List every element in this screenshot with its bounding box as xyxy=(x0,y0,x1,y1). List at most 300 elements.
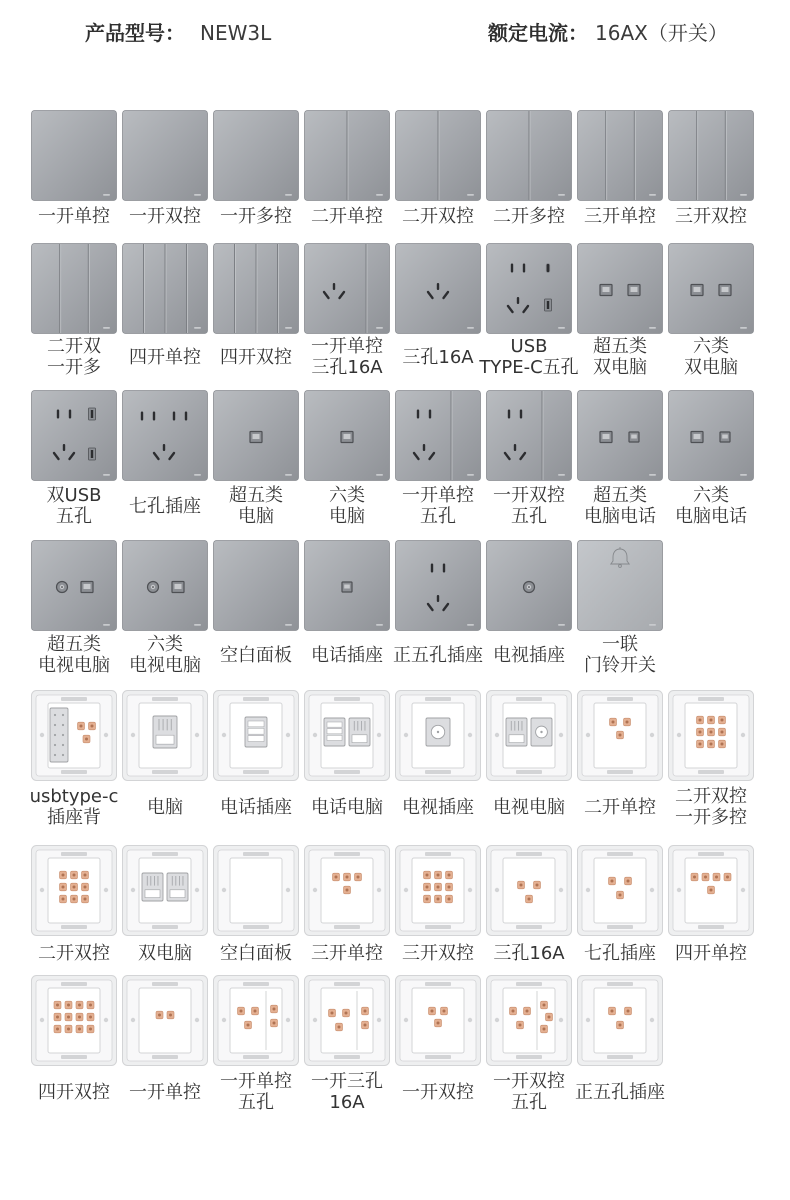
mount-clip xyxy=(243,852,269,856)
port-contacts xyxy=(344,434,351,439)
product-item xyxy=(122,110,208,250)
wire-terminal xyxy=(245,1021,252,1029)
terminal-screw xyxy=(612,721,615,724)
caption-line: 三开双控 xyxy=(402,942,474,964)
product-item xyxy=(395,845,481,985)
terminal-screw xyxy=(73,886,76,889)
wire-terminal xyxy=(435,883,442,891)
rj45-dual-graphic xyxy=(578,244,663,334)
connector-pin-row xyxy=(327,722,342,727)
port-contacts xyxy=(722,435,728,439)
terminal-screw xyxy=(67,1004,70,1007)
mount-clip xyxy=(516,925,542,929)
terminal-screw xyxy=(247,1024,250,1027)
mount-clip xyxy=(516,1055,542,1059)
back-switch1-socket3-graphic xyxy=(305,976,390,1066)
brand-mark xyxy=(467,194,474,196)
rj45-dual-graphic xyxy=(669,244,754,334)
product-item xyxy=(213,390,299,530)
product-item xyxy=(304,390,390,530)
wire-terminal xyxy=(333,873,340,881)
product-item xyxy=(577,845,663,985)
terminal-screw xyxy=(89,1004,92,1007)
screw-hole xyxy=(40,733,44,737)
screw-hole xyxy=(741,888,745,892)
wire-terminal xyxy=(424,883,431,891)
caption-line: 一开单控 xyxy=(311,336,383,357)
product-image xyxy=(577,690,663,781)
wire-terminal xyxy=(625,1007,632,1015)
product-image xyxy=(486,390,572,481)
caption-line: 四开双控 xyxy=(38,1081,110,1103)
mount-clip xyxy=(516,697,542,701)
terminal-screw xyxy=(543,1028,546,1031)
wire-terminal xyxy=(691,873,698,881)
terminal-screw xyxy=(89,1016,92,1019)
terminal-screw xyxy=(699,719,702,722)
catalog-row xyxy=(31,540,761,680)
caption-line: 双电脑 xyxy=(138,942,192,964)
port-contacts xyxy=(694,287,701,292)
tv-single-graphic xyxy=(487,541,572,631)
product-item xyxy=(577,390,663,530)
product-caption xyxy=(565,1070,675,1114)
wire-terminal xyxy=(82,883,89,891)
wire-terminal xyxy=(719,728,726,736)
pin-slot xyxy=(417,410,419,419)
panel-face xyxy=(305,244,390,334)
screw-hole xyxy=(404,733,408,737)
product-item xyxy=(486,690,572,830)
panel-face xyxy=(32,391,117,481)
rj11-port xyxy=(342,582,352,592)
terminal-screw xyxy=(448,874,451,877)
terminal-screw xyxy=(78,1016,81,1019)
usb-c-port xyxy=(546,264,550,273)
brand-mark xyxy=(740,194,747,196)
earth-slot xyxy=(437,595,439,602)
back-phone-graphic xyxy=(214,691,299,781)
caption-line: 三开单控 xyxy=(311,942,383,964)
wire-terminal xyxy=(708,886,715,894)
product-image xyxy=(668,690,754,781)
earth-slot xyxy=(163,444,165,451)
rj45-port xyxy=(341,432,353,443)
product-item xyxy=(304,690,390,830)
product-item xyxy=(668,845,754,985)
socket-5pin-graphic xyxy=(396,541,481,631)
product-item xyxy=(122,540,208,680)
wire-terminal xyxy=(609,877,616,885)
screw-hole xyxy=(131,888,135,892)
pin-slot xyxy=(431,564,433,573)
circuit-dot xyxy=(62,754,64,756)
product-item xyxy=(577,975,663,1115)
caption-line: 四开单控 xyxy=(675,942,747,964)
screw-hole xyxy=(313,888,317,892)
screw-hole xyxy=(313,733,317,737)
brand-mark xyxy=(376,194,383,196)
terminal-screw xyxy=(710,719,713,722)
caption-line: 一开三孔 xyxy=(311,1071,383,1092)
wire-terminal xyxy=(617,891,624,899)
screw-hole xyxy=(195,733,199,737)
product-item xyxy=(31,540,117,680)
wire-terminal xyxy=(71,883,78,891)
mount-clip xyxy=(243,925,269,929)
product-image xyxy=(395,390,481,481)
terminal-screw xyxy=(543,1004,546,1007)
terminal-screw xyxy=(528,898,531,901)
back-socket7-graphic xyxy=(578,846,663,936)
product-item xyxy=(395,540,481,680)
caption-line: 插座背 xyxy=(47,807,101,828)
terminal-screw xyxy=(62,898,65,901)
brand-mark xyxy=(103,327,110,329)
connector-latch xyxy=(509,735,524,743)
module-body xyxy=(594,858,646,923)
socket-7pin-graphic xyxy=(123,391,208,481)
screw-hole xyxy=(222,1018,226,1022)
caption-line: 一开双控 xyxy=(129,205,201,227)
product-image xyxy=(213,110,299,201)
mount-clip xyxy=(607,925,633,929)
product-item xyxy=(486,975,572,1115)
brand-mark xyxy=(376,327,383,329)
mount-clip xyxy=(698,852,724,856)
screw-hole xyxy=(650,1018,654,1022)
terminal-screw xyxy=(626,721,629,724)
earth-slot xyxy=(333,283,335,290)
mount-clip xyxy=(698,770,724,774)
product-image xyxy=(304,540,390,631)
brand-mark xyxy=(194,327,201,329)
brand-mark xyxy=(649,194,656,196)
screw-hole xyxy=(559,888,563,892)
wire-terminal xyxy=(624,718,631,726)
caption-line: 二开多控 xyxy=(493,205,565,227)
terminal-screw xyxy=(89,1028,92,1031)
panel-face xyxy=(396,391,481,481)
mount-clip xyxy=(334,1055,360,1059)
wire-terminal xyxy=(78,722,85,730)
product-image xyxy=(304,110,390,201)
product-item xyxy=(122,845,208,985)
connector-pin-row xyxy=(248,736,264,742)
wire-terminal xyxy=(724,873,731,881)
screw-hole xyxy=(495,888,499,892)
wire-terminal xyxy=(435,871,442,879)
mount-clip xyxy=(425,982,451,986)
screw-hole xyxy=(468,733,472,737)
mount-clip xyxy=(425,770,451,774)
caption-line: 一开多 xyxy=(47,357,101,378)
terminal-screw xyxy=(426,898,429,901)
rj45-port xyxy=(719,285,731,296)
terminal-screw xyxy=(704,876,707,879)
mount-clip xyxy=(425,852,451,856)
panel-face xyxy=(123,111,208,201)
port-contacts xyxy=(603,287,610,292)
caption-line: 电脑电话 xyxy=(675,506,747,527)
screw-hole xyxy=(222,888,226,892)
terminal-screw xyxy=(357,876,360,879)
terminal-screw xyxy=(519,1024,522,1027)
port-contacts xyxy=(694,434,701,439)
screw-hole xyxy=(313,1018,317,1022)
wire-terminal xyxy=(82,871,89,879)
caption-line: 五孔 xyxy=(56,506,92,527)
back-socket3-graphic xyxy=(487,846,572,936)
caption-line: 双电脑 xyxy=(684,357,738,378)
mount-clip xyxy=(607,697,633,701)
screw-hole xyxy=(468,1018,472,1022)
product-item xyxy=(31,390,117,530)
connector-pin-row xyxy=(327,735,342,740)
model-value: NEW3L xyxy=(200,21,272,45)
product-item xyxy=(486,390,572,530)
rj45-port xyxy=(81,582,93,593)
wire-terminal xyxy=(429,1007,436,1015)
product-item xyxy=(213,110,299,250)
catalog-row xyxy=(31,690,761,830)
terminal-screw xyxy=(62,886,65,889)
wire-terminal xyxy=(87,1025,94,1033)
earth-slot xyxy=(437,283,439,290)
brand-mark xyxy=(649,624,656,626)
panel-face xyxy=(669,391,754,481)
product-image xyxy=(395,540,481,631)
terminal-screw xyxy=(240,1010,243,1013)
mount-clip xyxy=(607,1055,633,1059)
wire-terminal xyxy=(697,740,704,748)
caption-line: 六类 xyxy=(147,634,183,655)
terminal-screw xyxy=(78,1004,81,1007)
product-image xyxy=(577,975,663,1066)
mount-clip xyxy=(61,982,87,986)
wire-terminal xyxy=(446,895,453,903)
wire-terminal xyxy=(424,895,431,903)
port-core xyxy=(152,586,154,588)
product-item xyxy=(395,243,481,383)
connector-latch xyxy=(156,735,174,744)
caption-line: 五孔 xyxy=(420,506,456,527)
terminal-screw xyxy=(158,1014,161,1017)
rj45-single-graphic xyxy=(214,391,299,481)
caption-line: 一开多控 xyxy=(675,807,747,828)
pin-slot xyxy=(508,410,510,419)
caption-line: 二开双控 xyxy=(675,786,747,807)
wire-terminal xyxy=(54,1025,61,1033)
product-item xyxy=(577,540,663,680)
caption-line: 一开双控 xyxy=(402,1081,474,1103)
caption-line: 二开双控 xyxy=(38,942,110,964)
module-body xyxy=(321,988,373,1053)
caption-line: 三孔16A xyxy=(493,942,565,964)
screw-hole xyxy=(40,888,44,892)
brand-mark xyxy=(467,624,474,626)
product-item xyxy=(577,243,663,383)
wire-terminal xyxy=(156,1011,163,1019)
product-image xyxy=(304,243,390,334)
caption-line: 电视电脑 xyxy=(38,655,110,676)
port-contacts xyxy=(631,287,638,292)
wire-terminal xyxy=(625,877,632,885)
caption-line: 三孔16A xyxy=(311,357,383,378)
wire-terminal xyxy=(435,1019,442,1027)
terminal-screw xyxy=(693,876,696,879)
caption-line: 一开单控 xyxy=(129,1081,201,1103)
circuit-dot xyxy=(54,754,56,756)
connector-pin-row xyxy=(248,728,264,734)
usb-typec-socket5-graphic xyxy=(487,244,572,334)
phone-single-graphic xyxy=(305,541,390,631)
mount-clip xyxy=(61,697,87,701)
product-image xyxy=(304,845,390,936)
brand-mark xyxy=(649,327,656,329)
caption-line: 超五类 xyxy=(229,485,283,506)
rj45-port xyxy=(628,285,640,296)
caption-line: 六类 xyxy=(329,485,365,506)
terminal-screw xyxy=(91,725,94,728)
product-item xyxy=(31,845,117,985)
product-image xyxy=(577,540,663,631)
terminal-screw xyxy=(84,886,87,889)
product-image xyxy=(668,390,754,481)
terminal-screw xyxy=(536,884,539,887)
circuit-dot xyxy=(62,744,64,746)
rj45-port xyxy=(600,285,612,296)
back-usb-socket-graphic xyxy=(32,691,117,781)
rj11-port xyxy=(629,432,639,442)
mount-clip xyxy=(61,925,87,929)
caption-line: 六类 xyxy=(693,336,729,357)
brand-mark xyxy=(285,474,292,476)
wire-terminal xyxy=(76,1001,83,1009)
product-item xyxy=(122,390,208,530)
caption-line: 五孔 xyxy=(238,1092,274,1113)
caption-line: 电视插座 xyxy=(402,796,474,818)
circuit-dot xyxy=(62,714,64,716)
product-image xyxy=(577,390,663,481)
back-switch-3-graphic xyxy=(305,846,390,936)
tv-connector xyxy=(426,718,450,746)
screw-hole xyxy=(650,733,654,737)
terminal-screw xyxy=(710,731,713,734)
product-caption xyxy=(656,205,766,227)
product-item xyxy=(304,845,390,985)
product-image xyxy=(395,975,481,1066)
back-switch-4-dual-graphic xyxy=(32,976,117,1066)
caption-line: 一开单控 xyxy=(38,205,110,227)
terminal-screw xyxy=(721,719,724,722)
product-item xyxy=(479,243,579,383)
mount-clip xyxy=(243,770,269,774)
brand-mark xyxy=(740,474,747,476)
mount-clip xyxy=(152,852,178,856)
panel-face xyxy=(214,541,299,631)
connector-block xyxy=(50,708,68,762)
panel-face xyxy=(669,244,754,334)
connector-latch xyxy=(352,735,367,743)
caption-line: 二开单控 xyxy=(311,205,383,227)
caption-line: 一开双控 xyxy=(493,1071,565,1092)
tv-rj45-graphic xyxy=(123,541,208,631)
port-contacts xyxy=(631,435,637,439)
product-item xyxy=(486,110,572,250)
wire-terminal xyxy=(697,728,704,736)
product-caption xyxy=(656,785,766,829)
port-core xyxy=(528,586,530,588)
caption-line: usbtype-c xyxy=(29,786,119,807)
terminal-screw xyxy=(443,1010,446,1013)
mount-clip xyxy=(61,1055,87,1059)
caption-line: 七孔插座 xyxy=(129,495,201,517)
mount-clip xyxy=(152,697,178,701)
pin-slot xyxy=(69,410,71,419)
wire-terminal xyxy=(697,716,704,724)
screw-hole xyxy=(104,888,108,892)
port-tongue xyxy=(91,450,93,458)
product-image xyxy=(213,390,299,481)
terminal-screw xyxy=(338,1026,341,1029)
caption-line: 二开单控 xyxy=(584,796,656,818)
switch-1-gang-graphic xyxy=(123,111,208,201)
terminal-screw xyxy=(346,876,349,879)
product-image xyxy=(668,243,754,334)
caption-line: 电视电脑 xyxy=(129,655,201,676)
pin-slot xyxy=(57,410,59,419)
wire-terminal xyxy=(271,1019,278,1027)
circuit-dot xyxy=(62,724,64,726)
product-image xyxy=(668,845,754,936)
wire-terminal xyxy=(355,873,362,881)
wire-terminal xyxy=(343,1009,350,1017)
terminal-screw xyxy=(619,734,622,737)
screw-hole xyxy=(377,733,381,737)
wire-terminal xyxy=(610,718,617,726)
caption-line: 超五类 xyxy=(593,485,647,506)
rj45-phone-graphic xyxy=(669,391,754,481)
switch-2-gang-graphic xyxy=(305,111,390,201)
panel-face xyxy=(487,244,572,334)
back-switch-2-dual-graphic xyxy=(32,846,117,936)
wire-terminal xyxy=(60,871,67,879)
caption-line: 16A xyxy=(329,1092,365,1113)
wire-terminal xyxy=(518,881,525,889)
back-switch-1-dual-graphic xyxy=(396,976,481,1066)
brand-mark xyxy=(103,194,110,196)
wire-terminal xyxy=(329,1009,336,1017)
tv-connector xyxy=(531,718,552,746)
product-item xyxy=(213,540,299,680)
terminal-screw xyxy=(627,880,630,883)
usb-a-port xyxy=(545,299,552,311)
brand-mark xyxy=(285,327,292,329)
connector-pin-row xyxy=(248,721,264,727)
mount-clip xyxy=(334,982,360,986)
wire-terminal xyxy=(71,895,78,903)
product-image xyxy=(213,975,299,1066)
rated-current-value: 16AX（开关） xyxy=(595,21,728,45)
switch-2-gang-graphic xyxy=(487,111,572,201)
screw-hole xyxy=(104,733,108,737)
mount-clip xyxy=(243,1055,269,1059)
product-caption xyxy=(656,335,766,379)
caption-line: 双电脑 xyxy=(593,357,647,378)
caption-line: 电视电脑 xyxy=(493,796,565,818)
terminal-screw xyxy=(619,894,622,897)
